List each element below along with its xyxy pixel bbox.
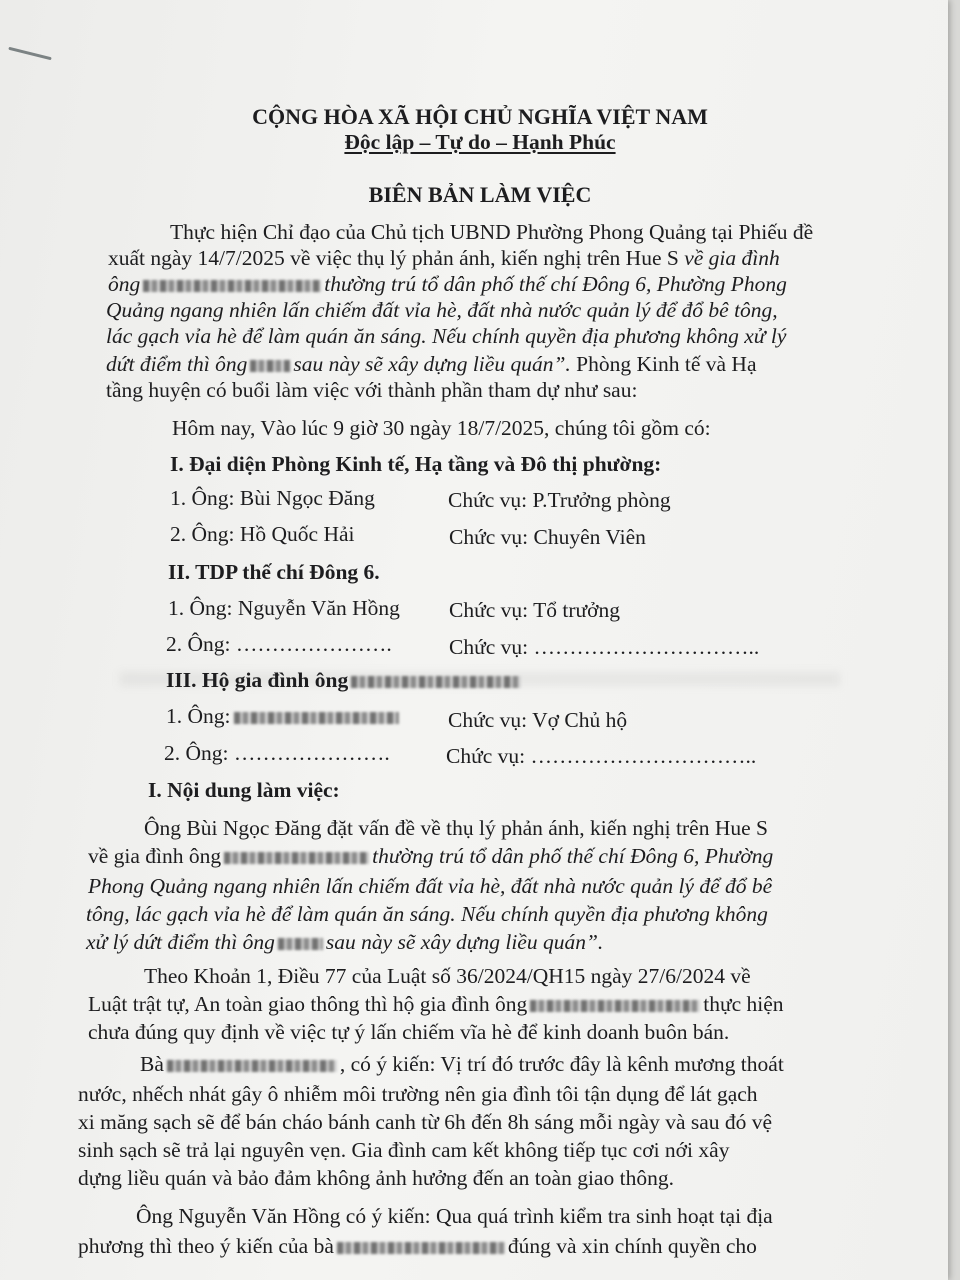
content-line: sinh sạch sẽ trả lại nguyên vẹn. Gia đình cam kết không tiếp tục cơi nới xây: [78, 1138, 730, 1162]
content-line: Ông Nguyễn Văn Hồng có ý kiến: Qua quá trình kiểm tra sinh hoạt tại địa: [136, 1204, 773, 1228]
content-line: Luật trật tự, An toàn giao thông thì hộ gia đình ông thực hiện: [88, 992, 784, 1016]
redacted-name: [351, 676, 521, 688]
content-line: chưa đúng quy định về việc tự ý lấn chiếm vĩa hè để kinh doanh buôn bán.: [88, 1020, 730, 1044]
participant-name: 1. Ông:: [166, 706, 402, 728]
content-line: nước, nhếch nhát gây ô nhiễm môi trường nên gia đình tôi tận dụng để lát gạch: [78, 1082, 758, 1106]
redacted-name: [250, 360, 290, 372]
content-heading: I. Nội dung làm việc:: [148, 778, 340, 802]
document-title: BIÊN BẢN LÀM VIỆC: [368, 182, 592, 207]
meeting-time: Hôm nay, Vào lúc 9 giờ 30 ngày 18/7/2025, chúng tôi gồm có:: [172, 416, 711, 440]
participant-role: Chức vụ: Chuyên Viên: [449, 525, 646, 549]
content-line: tông, lác gạch vỉa hè để làm quán ăn sáng. Nếu chính quyền địa phương không: [86, 902, 768, 926]
content-line: Phong Quảng ngang nhiên lấn chiếm đất vỉa hè, đất nhà nước quản lý để đổ bê: [88, 874, 773, 898]
intro-line-3: ông thường trú tổ dân phố thế chí Đông 6, Phường Phong: [108, 272, 787, 296]
intro-line-4: Quảng ngang nhiên lấn chiếm đất vỉa hè, đất nhà nước quản lý để đổ bê tông,: [106, 298, 778, 322]
redacted-name: [337, 1242, 505, 1254]
content-line: dựng liều quán và bảo đảm không ảnh hưởng đến an toàn giao thông.: [78, 1166, 674, 1190]
content-line: Bà , có ý kiến: Vị trí đó trước đây là kênh mương thoát: [140, 1052, 784, 1076]
content-line: xử lý dứt điểm thì ông sau này sẽ xây dựng liều quán”.: [86, 930, 604, 954]
section-2-heading: II. TDP thế chí Đông 6.: [168, 560, 380, 584]
intro-line-2: xuất ngày 14/7/2025 về việc thụ lý phản ánh, kiến nghị trên Hue S về gia đình: [108, 246, 780, 270]
redacted-name: [278, 938, 323, 950]
motto: Độc lập – Tự do – Hạnh Phúc: [344, 130, 616, 154]
content-line: Ông Bùi Ngọc Đăng đặt vấn đề về thụ lý phản ánh, kiến nghị trên Hue S: [144, 816, 768, 840]
participant-role: Chức vụ: …………………………..: [449, 635, 760, 659]
participant-name: 1. Ông: Nguyễn Văn Hồng: [168, 596, 400, 620]
redacted-name: [143, 280, 321, 292]
content-line: phương thì theo ý kiến của bà đúng và xin chính quyền cho: [78, 1234, 757, 1258]
redacted-name: [234, 712, 399, 724]
intro-line-6: dứt điểm thì ông sau này sẽ xây dựng liều quán”. Phòng Kinh tế và Hạ: [106, 352, 757, 376]
section-1-heading: I. Đại diện Phòng Kinh tế, Hạ tầng và Đô thị phường:: [170, 452, 662, 476]
section-3-heading: III. Hộ gia đình ông: [166, 670, 524, 692]
participant-role: Chức vụ: Vợ Chủ hộ: [448, 708, 628, 732]
participant-role: Chức vụ: …………………………..: [446, 744, 757, 768]
redacted-name: [167, 1060, 337, 1072]
participant-name: 2. Ông: ………………….: [164, 741, 390, 765]
nation-heading: CỘNG HÒA XÃ HỘI CHỦ NGHĨA VIỆT NAM: [252, 104, 708, 129]
participant-name: 2. Ông: Hồ Quốc Hải: [170, 522, 355, 546]
content-line: Theo Khoản 1, Điều 77 của Luật số 36/2024/QH15 ngày 27/6/2024 về: [144, 964, 751, 988]
content-line: xi măng sạch sẽ để bán cháo bánh canh từ 6h đến 8h sáng mỗi ngày và sau đó vệ: [78, 1110, 773, 1134]
intro-line-1: Thực hiện Chỉ đạo của Chủ tịch UBND Phường Phong Quảng tại Phiếu đề: [170, 220, 814, 244]
participant-role: Chức vụ: Tổ trưởng: [449, 598, 621, 622]
participant-name: 1. Ông: Bùi Ngọc Đăng: [170, 486, 375, 510]
participant-role: Chức vụ: P.Trưởng phòng: [448, 488, 671, 512]
intro-line-7: tầng huyện có buổi làm việc với thành phần tham dự như sau:: [106, 378, 638, 402]
redacted-name: [530, 1000, 700, 1012]
intro-line-5: lác gạch vỉa hè để làm quán ăn sáng. Nếu chính quyền địa phương không xử lý: [106, 324, 787, 348]
participant-name: 2. Ông: ………………….: [166, 632, 392, 656]
redacted-name: [224, 852, 369, 864]
pen-mark: [8, 47, 51, 61]
content-line: về gia đình ông thường trú tổ dân phố thế chí Đông 6, Phường: [88, 844, 774, 868]
